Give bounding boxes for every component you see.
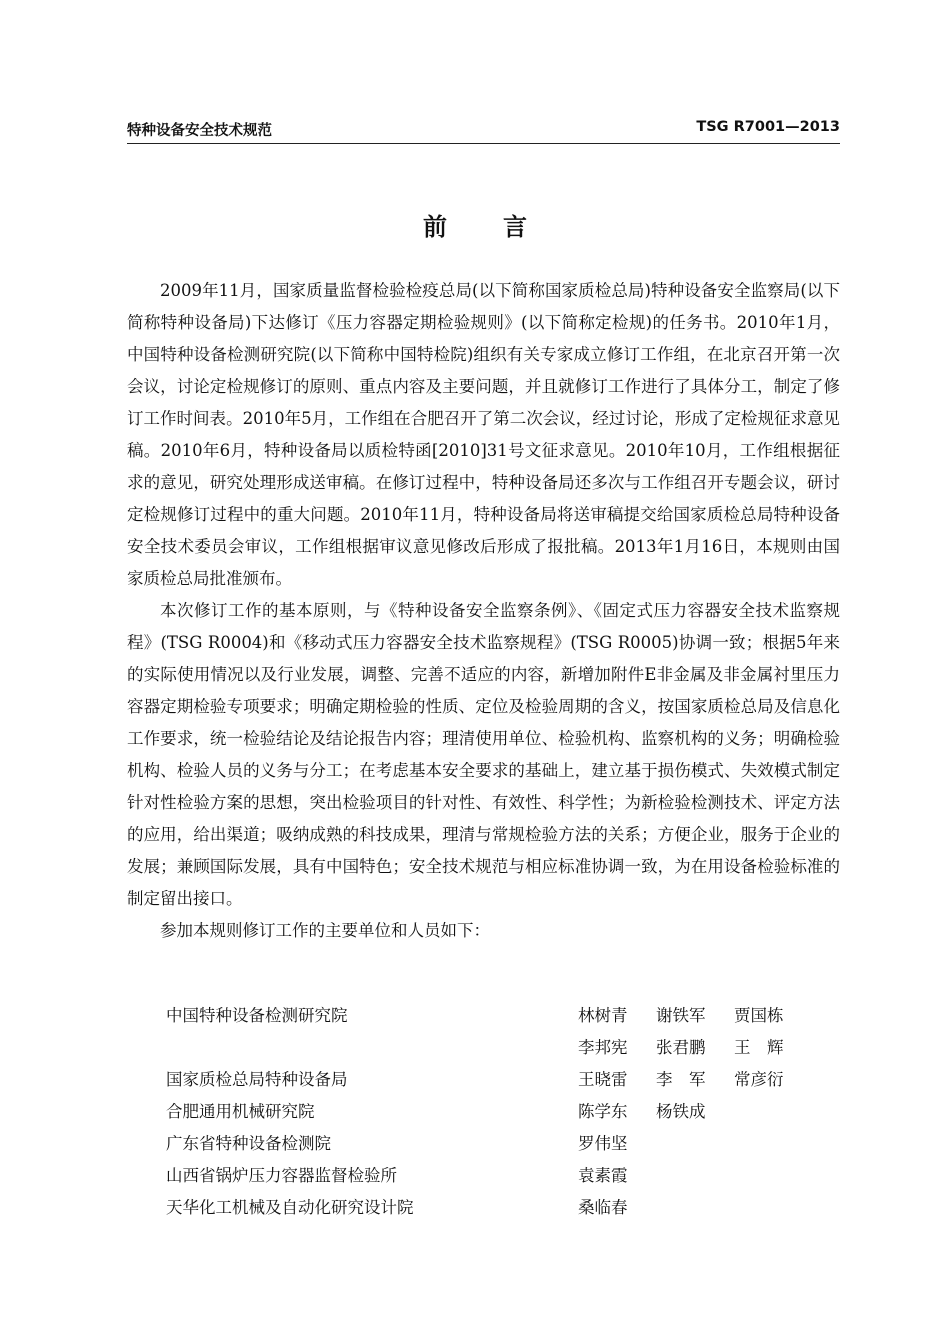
contributor-row [166,1096,840,1128]
page-title: 前言 [423,213,583,241]
paragraph-revision-principles: 本次修订工作的基本原则，与《特种设备安全监察条例》、《固定式压力容器安全技术监察规程》(TSG R0004)和《移动式压力容器安全技术监察规程》(TSG R0005)协调一致；根据5年来的实际使用情况以及行业发展，调整、完善不适应的内容，新增加附件E非金属及非金属衬里压力容器定期检验专项要求；明确定期检验的性质、定位及检验周期的含义，按国家质检总局及信息化工作要求，统一检验结论及结论报告内容；理清使用单位、检验机构、监察机构的义务；明确检验机构、检验人员的义务与分工；在考虑基本安全要求的基础上，建立基于损伤模式、失效模式制定针对性检验方案的思想，突出检验项目的针对性、有效性、科学性；为新检验检测技术、评定方法的应用，给出渠道；吸纳成熟的科技成果，理清与常规检验方法的关系；方便企业，服务于企业的发展；兼顾国际发展，具有中国特色；安全技术规范与相应标准协调一致，为在用设备检验标准的制定留出接口。 [127,601,840,908]
contributor-list [166,1000,840,1224]
contributor-person: 张君鹏 [656,1038,706,1057]
contributor-row [166,1032,840,1064]
contributor-row [166,1192,840,1224]
contributor-row [166,1160,840,1192]
contributor-org: 中国特种设备检测研究院 [166,1006,348,1025]
contributor-row [166,1064,840,1096]
contributor-person: 林树青 [578,1006,628,1025]
contributor-org: 国家质检总局特种设备局 [166,1070,348,1089]
contributor-person: 谢铁军 [656,1006,706,1025]
contributor-person: 李邦宪 [578,1038,628,1057]
contributor-person: 杨铁成 [656,1102,706,1121]
contributor-person: 陈学东 [578,1102,628,1121]
contributor-org: 广东省特种设备检测院 [166,1134,331,1153]
header-standard-code: TSG R7001—2013 [696,119,840,135]
contributor-person: 贾国栋 [734,1006,784,1025]
paragraph-revision-history: 2009年11月，国家质量监督检验检疫总局(以下简称国家质检总局)特种设备安全监察局(以下简称特种设备局)下达修订《压力容器定期检验规则》(以下简称定检规)的任务书。2010年1月，中国特种设备检测研究院(以下简称中国特检院)组织有关专家成立修订工作组，在北京召开第一次会议，讨论定检规修订的原则、重点内容及主要问题，并且就修订工作进行了具体分工，制定了修订工作时间表。2010年5月，工作组在合肥召开了第二次会议，经过讨论，形成了定检规征求意见稿。2010年6月，特种设备局以质检特函[2010]31号文征求意见。2010年10月，工作组根据征求的意见，研究处理形成送审稿。在修订过程中，特种设备局还多次与工作组召开专题会议，研讨定检规修订过程中的重大问题。2010年11月，特种设备局将送审稿提交给国家质检总局特种设备安全技术委员会审议，工作组根据审议意见修改后形成了报批稿。2013年1月16日，本规则由国家质检总局批准颁布。 [127,281,840,588]
contributor-person: 王 辉 [734,1038,784,1057]
contributor-person: 袁素霞 [578,1166,628,1185]
contributor-org: 合肥通用机械研究院 [166,1102,315,1121]
contributor-person: 李 军 [656,1070,706,1089]
running-header [127,117,840,141]
contributor-org: 天华化工机械及自动化研究设计院 [166,1198,414,1217]
contributor-person: 罗伟坚 [578,1134,628,1153]
preface-body [127,275,840,947]
contributor-org: 山西省锅炉压力容器监督检验所 [166,1166,397,1185]
paragraph-contributors-intro: 参加本规则修订工作的主要单位和人员如下： [160,921,490,940]
contributor-person: 常彦衍 [734,1070,784,1089]
contributor-person: 王晓雷 [578,1070,628,1089]
header-divider [127,143,840,144]
contributor-person: 桑临春 [578,1198,628,1217]
header-spec-title: 特种设备安全技术规范 [127,123,272,139]
contributor-row [166,1128,840,1160]
contributor-row [166,1000,840,1032]
